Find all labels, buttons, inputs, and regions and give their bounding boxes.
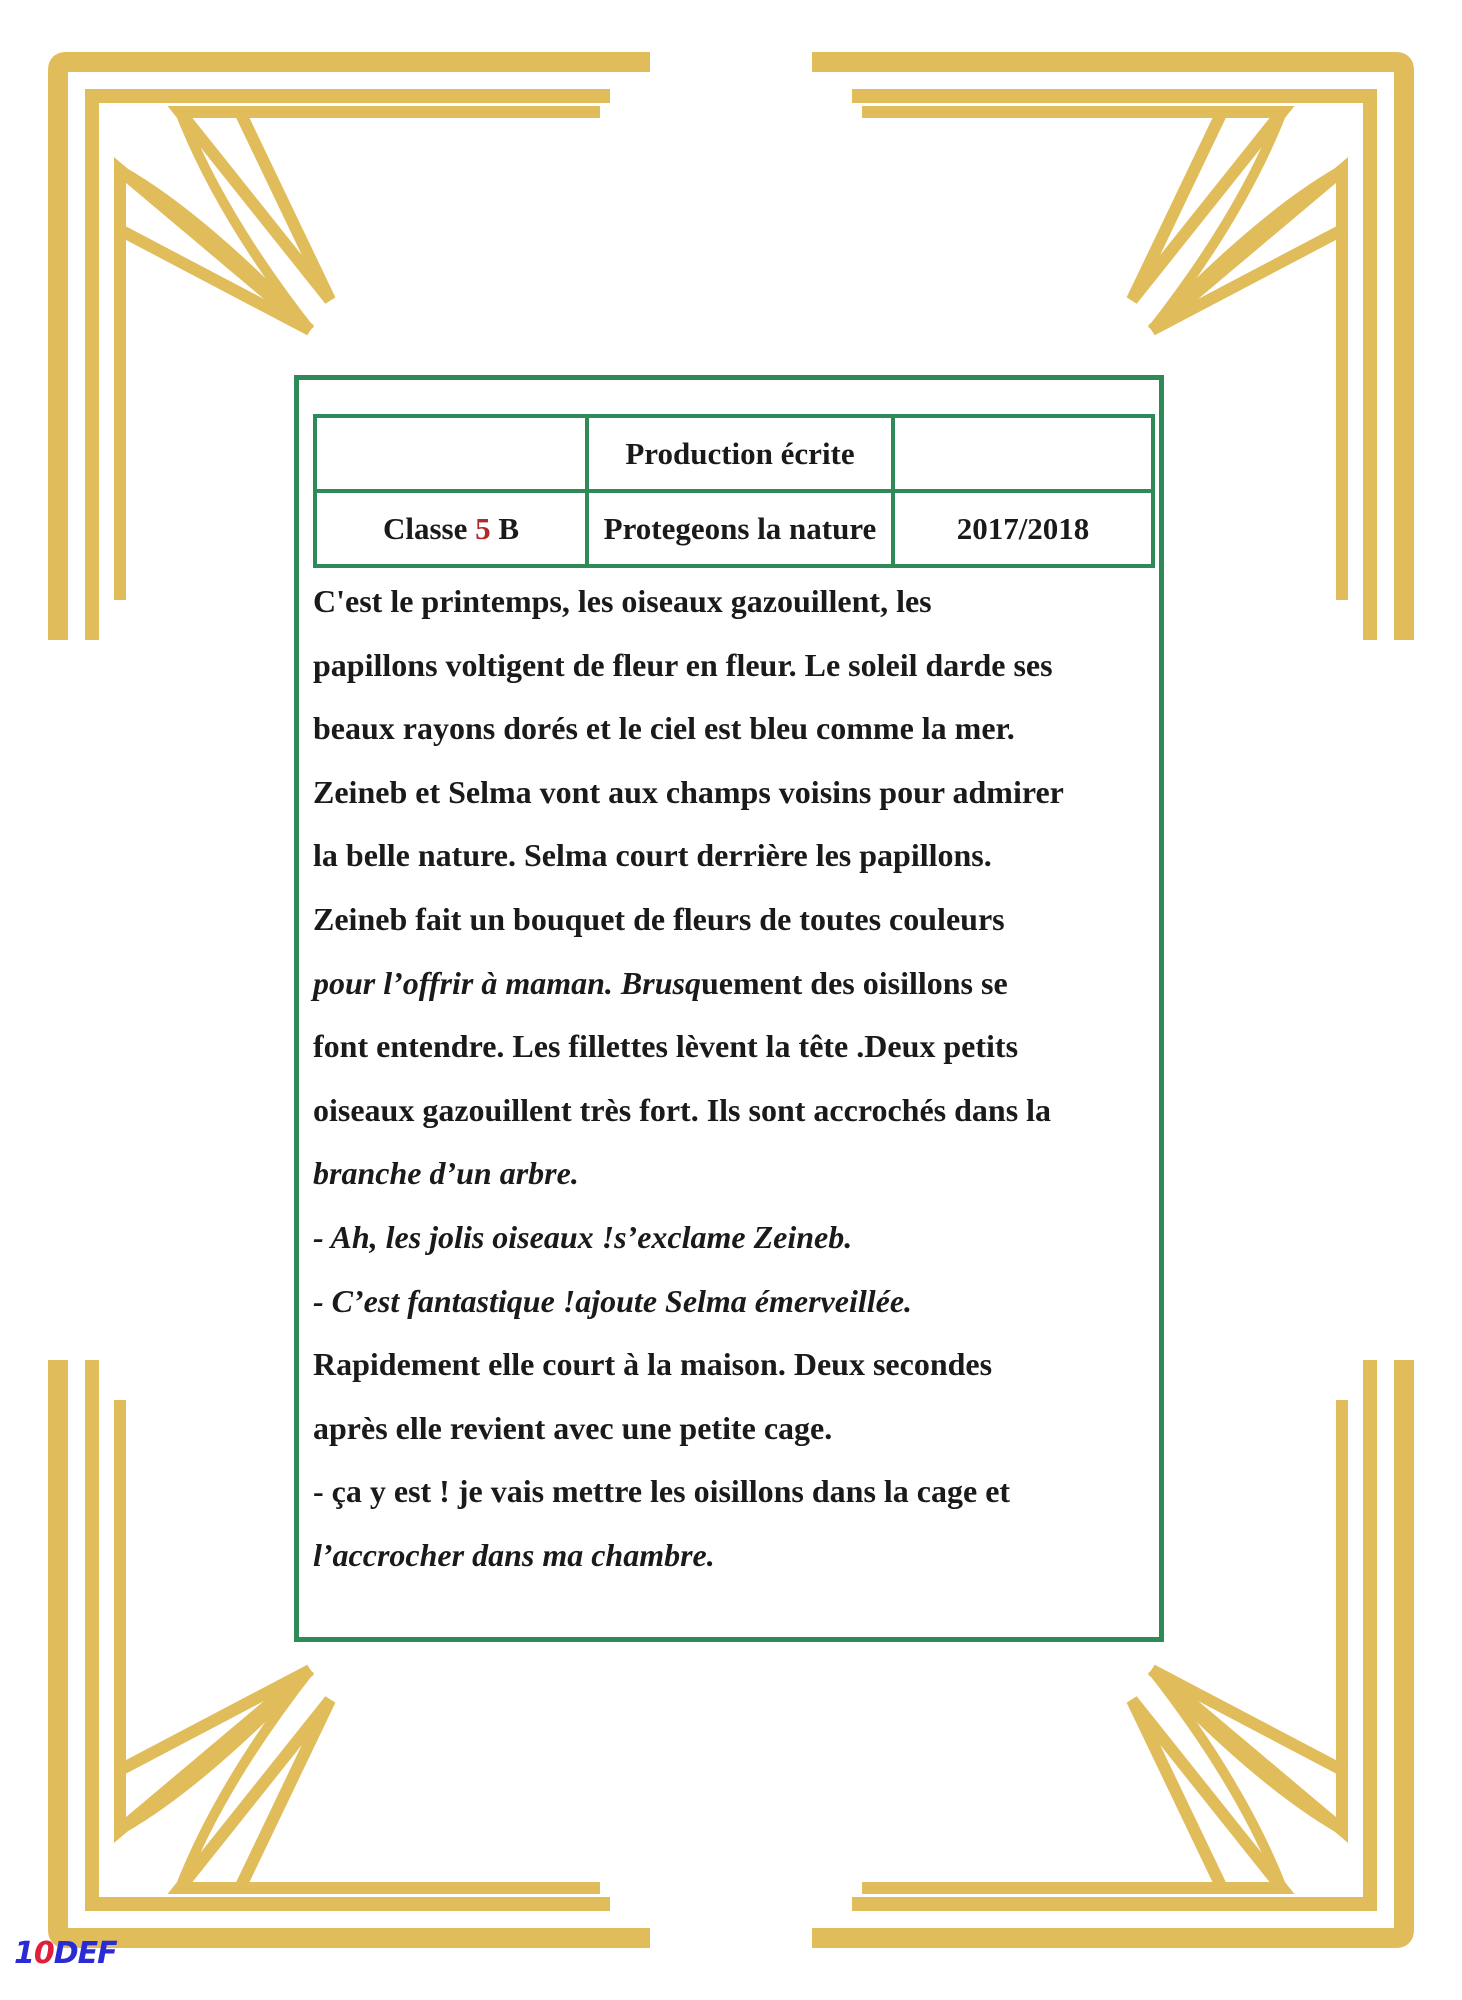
- school-year: 2017/2018: [893, 491, 1153, 566]
- logo-part: DEF: [53, 1936, 117, 1971]
- text-italic-part: pour l’offrir à maman. Brusq: [313, 964, 701, 1001]
- text-line: papillons voltigent de fleur en fleur. Le soleil darde ses: [313, 646, 1053, 683]
- header-table: [313, 414, 1155, 568]
- class-number: 5: [475, 510, 491, 546]
- header-row-1: [315, 416, 1153, 491]
- text-line: branche d’un arbre.: [313, 1155, 579, 1192]
- dialogue-line: - Ah, les jolis oiseaux !s’exclame Zeineb.: [313, 1218, 853, 1255]
- logo-part: 0: [33, 1936, 54, 1971]
- text-line: Zeineb et Selma vont aux champs voisins pour admirer: [313, 773, 1064, 810]
- text-line: beaux rayons dorés et le ciel est bleu comme la mer.: [313, 710, 1015, 747]
- text-line: la belle nature. Selma court derrière les papillons.: [313, 837, 992, 874]
- text-regular-part: uement des oisillons se: [700, 964, 1008, 1001]
- text-line: font entendre. Les fillettes lèvent la tête .Deux petits: [313, 1028, 1019, 1065]
- site-logo: [14, 1936, 117, 1971]
- story-text: [313, 570, 1163, 1588]
- text-line: oiseaux gazouillent très fort. Ils sont accrochés dans la: [313, 1091, 1052, 1128]
- dialogue-line: - C’est fantastique !ajoute Selma émerveillée.: [313, 1282, 913, 1319]
- dialogue-line: - ça y est ! je vais mettre les oisillons dans la cage et: [313, 1473, 1011, 1510]
- text-line: l’accrocher dans ma chambre.: [313, 1536, 715, 1573]
- text-line: C'est le printemps, les oiseaux gazouillent, les: [313, 583, 932, 619]
- logo-part: 1: [14, 1936, 34, 1971]
- header-row-2: [315, 491, 1153, 566]
- header-cell-empty-right: [893, 416, 1153, 491]
- header-cell-empty-left: [315, 416, 587, 491]
- class-cell: [315, 491, 587, 566]
- text-line: Zeineb fait un bouquet de fleurs de toutes couleurs: [313, 900, 1005, 937]
- text-line: Rapidement elle court à la maison. Deux secondes: [313, 1346, 993, 1383]
- text-line: après elle revient avec une petite cage.: [313, 1409, 833, 1446]
- worksheet-title: Production écrite: [587, 416, 893, 491]
- worksheet-card: [294, 375, 1164, 1642]
- class-prefix: Classe: [382, 510, 476, 546]
- topic-title: Protegeons la nature: [587, 491, 893, 566]
- class-suffix: B: [490, 510, 520, 546]
- text-line: [313, 952, 1163, 1016]
